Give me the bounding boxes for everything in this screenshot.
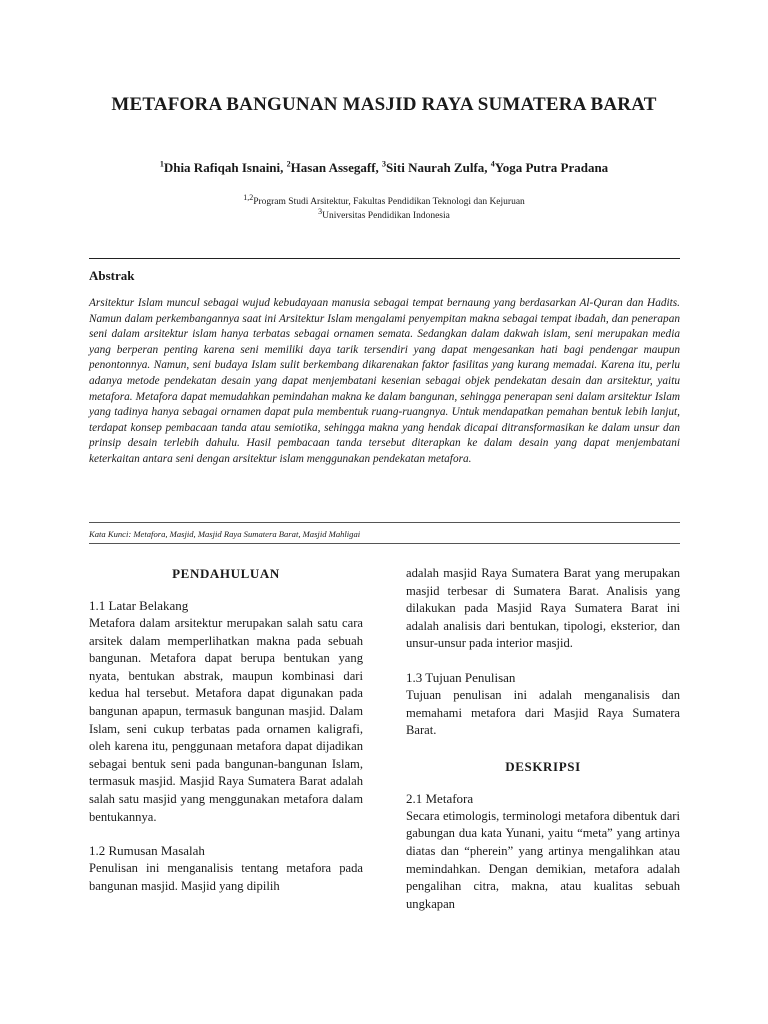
paper-title: METAFORA BANGUNAN MASJID RAYA SUMATERA BARAT (111, 94, 657, 115)
section-heading-deskripsi: DESKRIPSI (505, 758, 581, 774)
subsection-heading-latar-belakang: 1.1 Latar Belakang (89, 598, 189, 613)
author-2: $^2$Hasan Assegaff, (286, 159, 383, 175)
paragraph-latar-belakang: Metafora dalam arsitektur merupakan salah satu cara arsitek dalam memperlihatkan makna pada sebuah bangunan. Metafora dapat berupa bentukan yang nyata, bentukan abstrak, maupun kombinasi dari kedua hal tersebut. Metafora dapat digunakan pada bangunan apapun, termasuk bangunan masjid. Dalam Islam, seni cukup terbatas pada ornamen kaligrafi, oleh karena itu, penggunaan metafora dapat dijadikan sebagai bentuk seni pada bangunan-bangunan Islam, termasuk masjid. Masjid Raya Sumatera Barat adalah salah satu masjid yang menggunakan metafora dalam bentukannya. (89, 616, 363, 824)
author-1: $^1$Dhia Rafiqah Isnaini, (159, 159, 287, 175)
right-column (406, 565, 680, 913)
subsection-heading-rumusan-masalah: 1.2 Rumusan Masalah (89, 843, 205, 859)
section-heading-pendahuluan: PENDAHULUAN (172, 566, 280, 581)
affiliation-1: $^{1,2}$Program Studi Arsitektur, Fakultas Pendidikan Teknologi dan Kejuruan (243, 192, 525, 207)
paragraph-rumusan-masalah: Penulisan ini menganalisis tentang metafora pada bangunan masjid. Masjid yang dipilih (89, 861, 363, 893)
subsection-heading-tujuan-penulisan: 1.3 Tujuan Penulisan (406, 669, 516, 685)
keywords: Kata Kunci: Metafora, Masjid, Masjid Raya Sumatera Barat, Masjid Mahligai (89, 529, 361, 539)
abstract-heading: Abstrak (89, 268, 135, 283)
paragraph-tujuan-penulisan: Tujuan penulisan ini adalah menganalisis dan memahami metafora dari Masjid Raya Sumatera Barat. (406, 687, 680, 738)
author-list (0, 160, 768, 176)
keywords-bottom-rule (89, 543, 680, 544)
affiliation-2: $^3$Universitas Pendidikan Indonesia (318, 206, 450, 221)
abstract-top-rule (89, 258, 680, 259)
subsection-heading-metafora: 2.1 Metafora (406, 790, 474, 806)
author-4: $^4$Yoga Putra Pradana (490, 159, 609, 175)
author-3: $^3$Siti Naurah Zulfa, (382, 159, 491, 175)
paragraph-rumusan-masalah-continued: adalah masjid Raya Sumatera Barat yang merupakan masjid terbesar di Sumatera Barat. Analisis yang dilakukan pada Masjid Raya Sumatera Barat ini adalah analisis dari bentukan, tipologi, eksterior, dan unsur-unsur pada interior masjid. (406, 566, 680, 651)
keywords-top-rule (89, 522, 680, 523)
paragraph-metafora: Secara etimologis, terminologi metafora dibentuk dari gabungan dua kata Yunani, yaitu “meta” yang artinya diatas dan “pherein” yang artinya mengalihkan atau memindahkan. Dengan demikian, metafora adalah pengalihan citra, makna, atau kualitas sebuah ungkapan (406, 808, 680, 911)
abstract-text: Arsitektur Islam muncul sebagai wujud kebudayaan manusia sebagai tempat bernaung yang berdasarkan Al-Quran dan Hadits. Namun dalam perkembangannya saat ini Arsitektur Islam mengalami penyempitan makna sebagai tempat ibadah, dan penerapan seni dalam arsitektur islam hanya terbatas sebagai ornamen semata. Sedangkan dalam dakwah islam, seni merupakan media yang berperan penting karena seni memiliki daya tarik tersendiri yang dapat mengesankan hati bagi pendengar maupun penontonnya. Namun, seni budaya Islam sulit berkembang dikarenakan faktor fasilitas yang kurang memadai. Karena itu, perlu adanya metode pendekatan desain yang dapat menjembatani kesenian sebagai objek pendekatan desain dan arsitektur, yaitu metafora. Metafora dapat memudahkan pemindahan makna ke dalam bangunan, sehingga penerapan seni dalam arsitektur Islam yang tadinya hanya sebagai ornamen dapat pula membentuk ruang-ruangnya. Untuk mendapatkan pemahan bentuk lebih lanjut, terdapat konsep pembacaan tanda atau semiotika, sehingga makna yang hendak dicapai ditransformasikan ke dalam unsur dan prinsip desain terlebih dahulu. Hasil pembacaan tanda tersebut diterapkan ke dalam desain yang dapat menjembatani keterkaitan antara seni dengan arsitektur islam menggunakan pendekatan metafora. (89, 297, 680, 465)
left-column (89, 565, 363, 895)
